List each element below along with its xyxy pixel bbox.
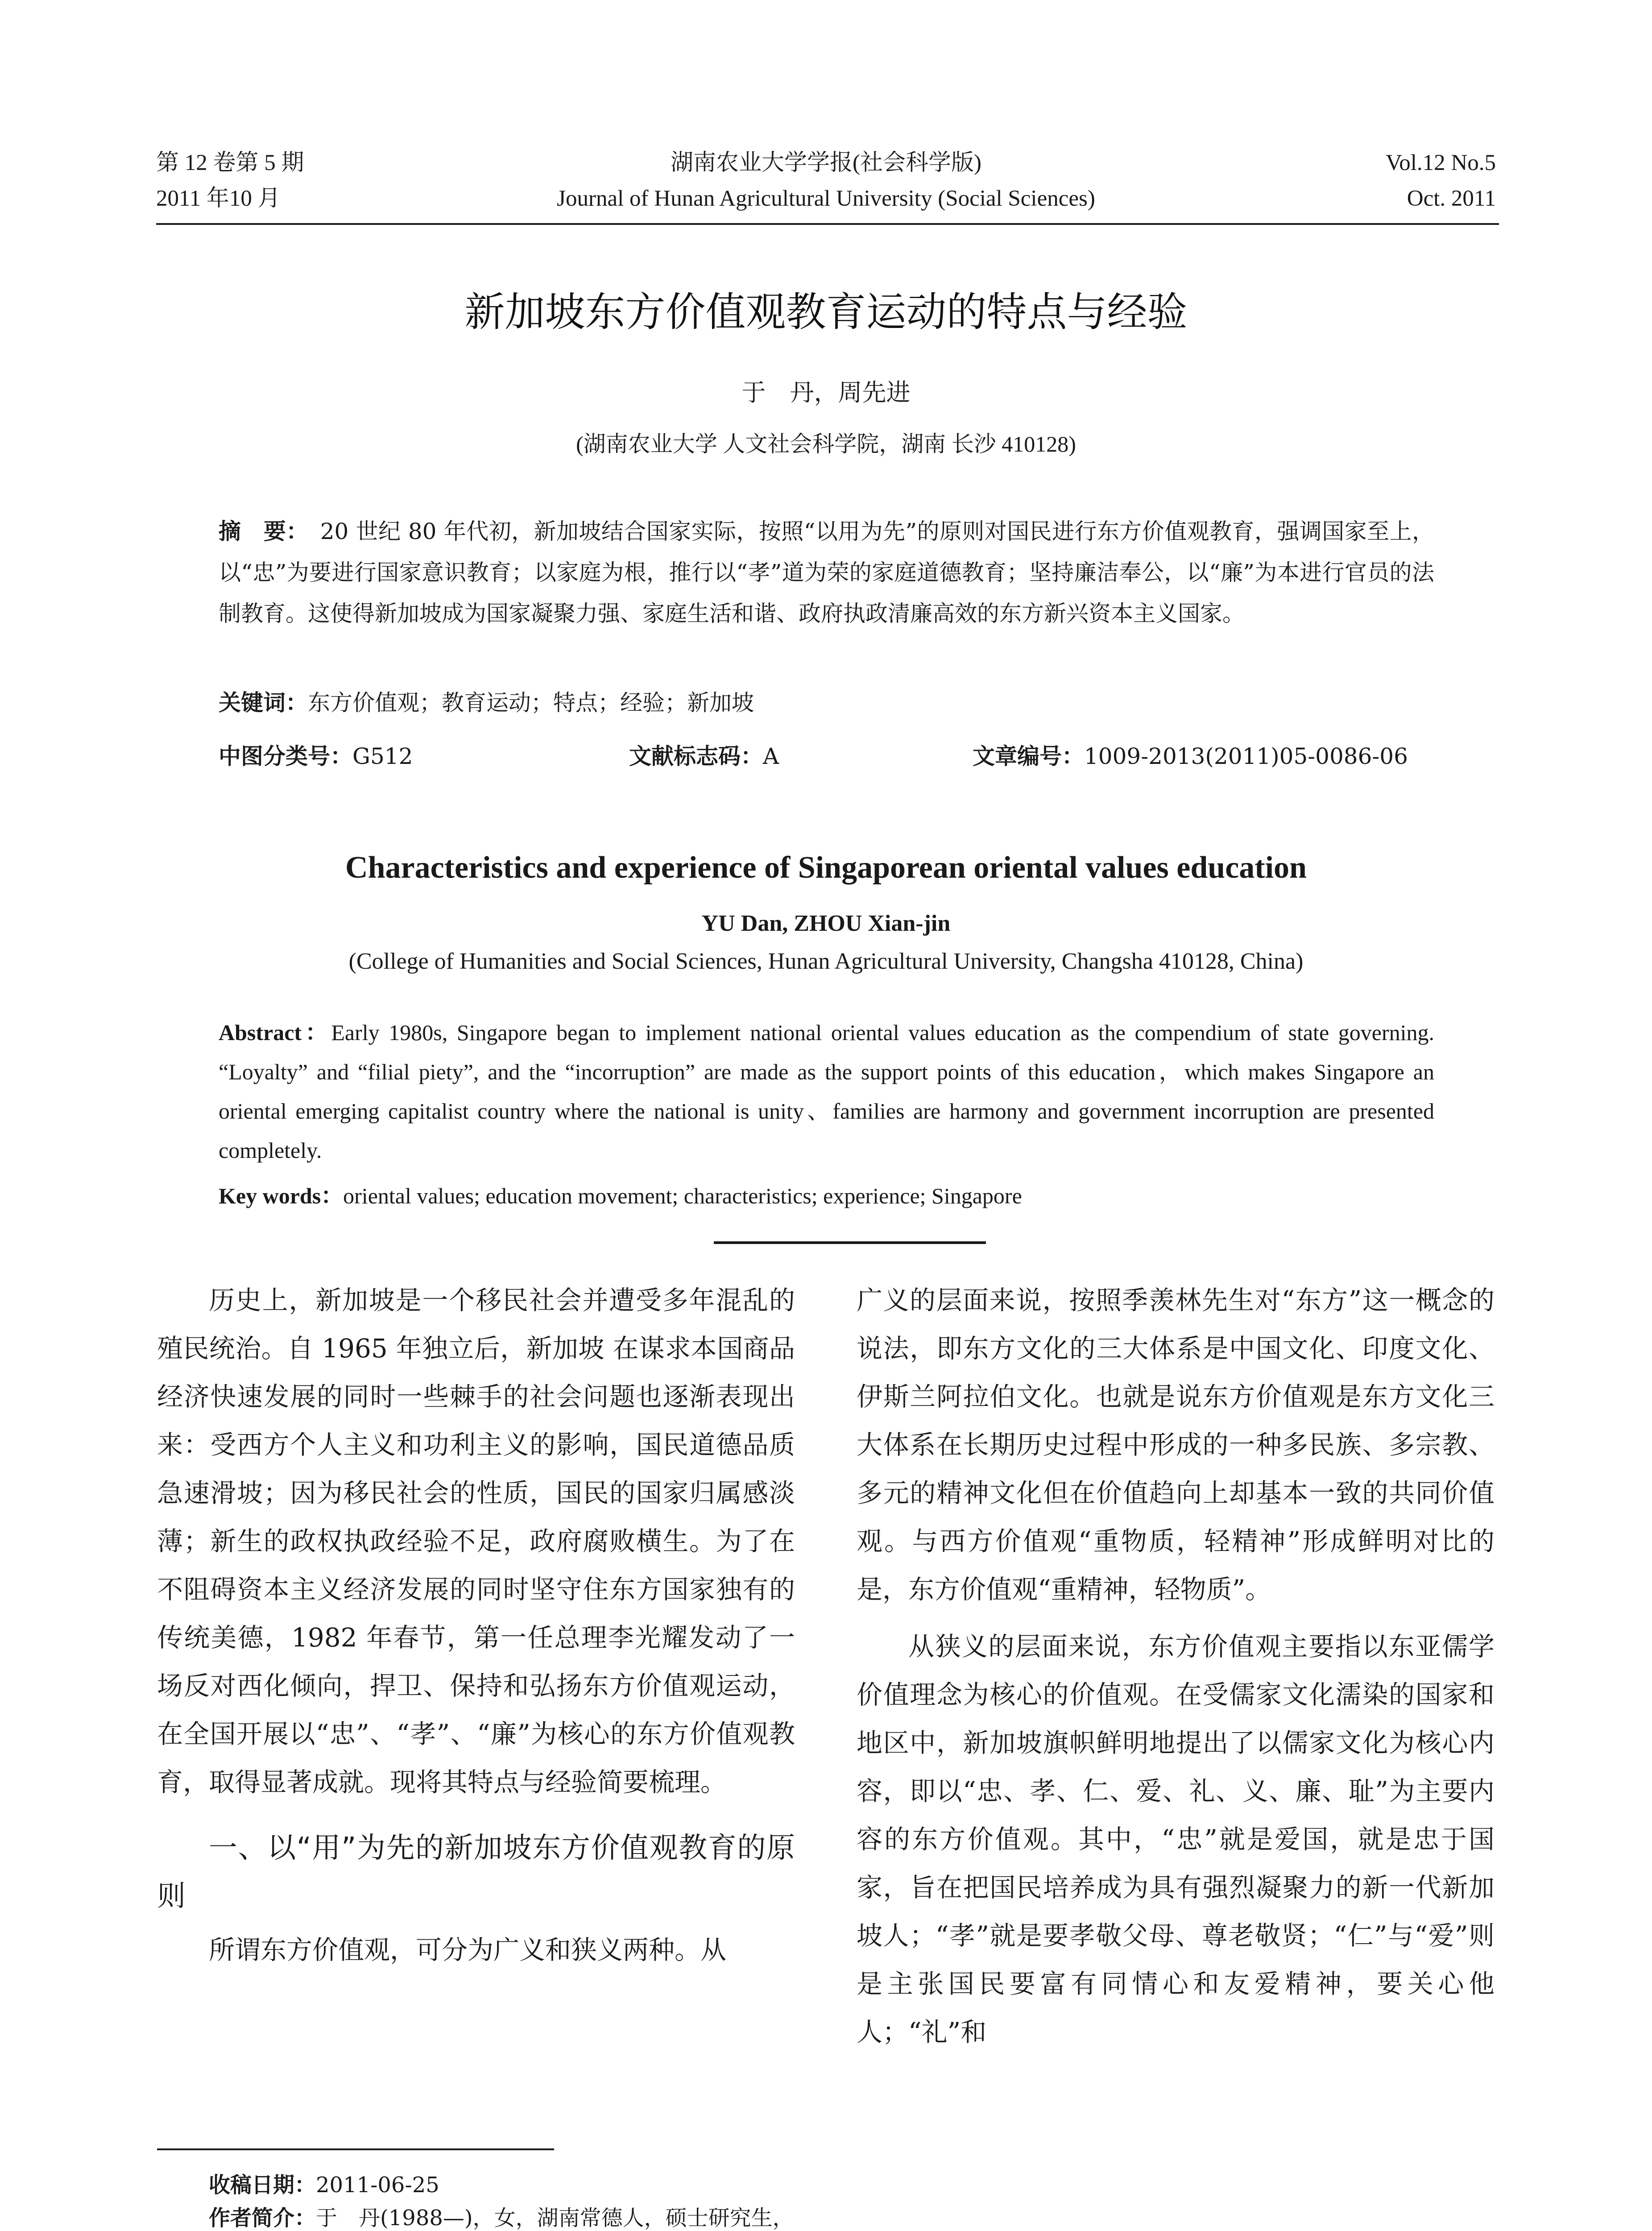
article-number-value: 1009-2013(2011)05-0086-06 <box>1084 743 1408 769</box>
header-journal-en: Journal of Hunan Agricultural University (Social Sciences) <box>557 186 1095 211</box>
paper-authors-en: YU Dan, ZHOU Xian-jin <box>701 911 951 936</box>
body-right-column <box>857 1276 1495 2056</box>
body-paragraph: 历史上，新加坡是一个移民社会并遭受多年混乱的殖民统治。自 1965 年独立后，新加坡 在谋求本国商品经济快速发展的同时一些棘手的社会问题也逐渐表现出来：受西方个人主义和功利主义的影响，国民道德品质急速滑坡；因为移民社会的性质，国民的国家归属感淡薄；新生的政权执政经验不足，政府腐败横生。为了在不阻碍资本主义经济发展的同时坚守住东方国家独有的传统美德，1982 年春节，第一任总理李光耀发动了一场反对西化倾向，捍卫、保持和弘扬东方价值观运动，在全国开展以“忠”、“孝”、“廉”为核心的东方价值观教育，取得显著成就。现将其特点与经验简要梳理。 <box>157 1285 795 1797</box>
body-paragraph: 广义的层面来说，按照季羡林先生对“东方”这一概念的说法，即东方文化的三大体系是中国文化、印度文化、伊斯兰阿拉伯文化。也就是说东方价值观是东方文化三大体系在长期历史过程中形成的一种多民族、多宗教、多元的精神文化但在价值趋向上却基本一致的共同价值观。与西方价值观“重物质，轻精神”形成鲜明对比的是，东方价值观“重精神，轻物质”。 <box>857 1285 1495 1605</box>
keywords-en-text: oriental values; education movement; characteristics; experience; Singapore <box>343 1183 1022 1208</box>
paper-title-en: Characteristics and experience of Singaporean oriental values education <box>345 850 1307 885</box>
section-heading: 一、以“用”为先的新加坡东方价值观教育的原则 <box>157 1832 795 1913</box>
header-volume-issue: 第 12 卷第 5 期 <box>156 150 304 175</box>
abstract-cn <box>219 511 1434 634</box>
header-month-year: Oct. 2011 <box>1407 186 1496 211</box>
footnote-rule <box>157 2148 554 2150</box>
document-code <box>629 738 779 774</box>
author-bio-value: 于 丹(1988—)，女，湖南常德人，硕士研究生， <box>316 2206 794 2231</box>
clc-label: 中图分类号： <box>219 743 352 769</box>
paper-title: 新加坡东方价值观教育运动的特点与经验 <box>464 289 1188 336</box>
keywords-cn-label: 关键词： <box>219 690 308 716</box>
abstract-en-label: Abstract： <box>219 1020 331 1045</box>
received-value: 2011-06-25 <box>316 2173 439 2198</box>
header-journal-cn: 湖南农业大学学报(社会科学版) <box>671 150 981 175</box>
body-paragraph: 所谓东方价值观，可分为广义和狭义两种。从 <box>209 1935 727 1965</box>
header-vol-no: Vol.12 No.5 <box>1385 150 1496 175</box>
body-paragraph: 从狭义的层面来说，东方价值观主要指以东亚儒学价值理念为核心的价值观。在受儒家文化濡染的国家和地区中，新加坡旗帜鲜明地提出了以儒家文化为核心内容，即以“忠、孝、仁、爱、礼、义、廉、耻”为主要内容的东方价值观。其中，“忠”就是爱国，就是忠于国家，旨在把国民培养成为具有强烈凝聚力的新一代新加坡人；“孝”就是要孝敬父母、尊老敬贤；“仁”与“爱”则是主张国民要富有同情心和友爱精神，要关心他人；“礼”和 <box>857 1631 1495 2047</box>
keywords-cn-text: 东方价值观；教育运动；特点；经验；新加坡 <box>308 690 754 716</box>
paper-affiliation-en: (College of Humanities and Social Sciences, Hunan Agricultural University, Changsha 410128, China) <box>348 949 1304 974</box>
clc-number <box>219 738 413 774</box>
paper-affiliation: (湖南农业大学 人文社会科学院，湖南 长沙 410128) <box>576 431 1076 456</box>
abstract-en-text: Early 1980s, Singapore began to implement national oriental values education as the compendium of state governing. “Loyalty” and “filial piety”, and the “incorruption” are made as the support points of this education，which makes Singapore an oriental emerging capitalist country where the national is unity、families are harmony and government incorruption are presented completely. <box>219 1020 1435 1163</box>
doc-code-value: A <box>763 743 779 769</box>
header-rule <box>156 223 1499 225</box>
footnote <box>157 2169 795 2231</box>
article-number-label: 文章编号： <box>973 743 1084 769</box>
abstract-en <box>219 1013 1434 1170</box>
abstract-cn-label: 摘 要： <box>219 518 309 544</box>
article-number <box>973 738 1408 774</box>
footnote-received <box>157 2169 795 2202</box>
received-label: 收稿日期： <box>209 2173 316 2198</box>
body-left-column <box>157 1276 795 1974</box>
keywords-en-label: Key words： <box>219 1183 344 1208</box>
header-date: 2011 年10 月 <box>156 186 281 211</box>
keywords-cn <box>219 685 1434 721</box>
section-separator <box>714 1241 986 1244</box>
author-bio-label: 作者简介： <box>209 2206 316 2231</box>
abstract-cn-text: 20 世纪 80 年代初，新加坡结合国家实际，按照“以用为先”的原则对国民进行东方价值观教育，强调国家至上，以“忠”为要进行国家意识教育；以家庭为根，推行以“孝”道为荣的家庭道德教育；坚持廉洁奉公，以“廉”为本进行官员的法制教育。这使得新加坡成为国家凝聚力强、家庭生活和谐、政府执政清廉高效的东方新兴资本主义国家。 <box>219 518 1434 626</box>
doc-code-label: 文献标志码： <box>629 743 763 769</box>
clc-value: G512 <box>352 743 413 769</box>
footnote-author <box>157 2202 795 2231</box>
paper-authors: 于 丹，周先进 <box>741 378 911 406</box>
keywords-en <box>219 1178 1434 1214</box>
